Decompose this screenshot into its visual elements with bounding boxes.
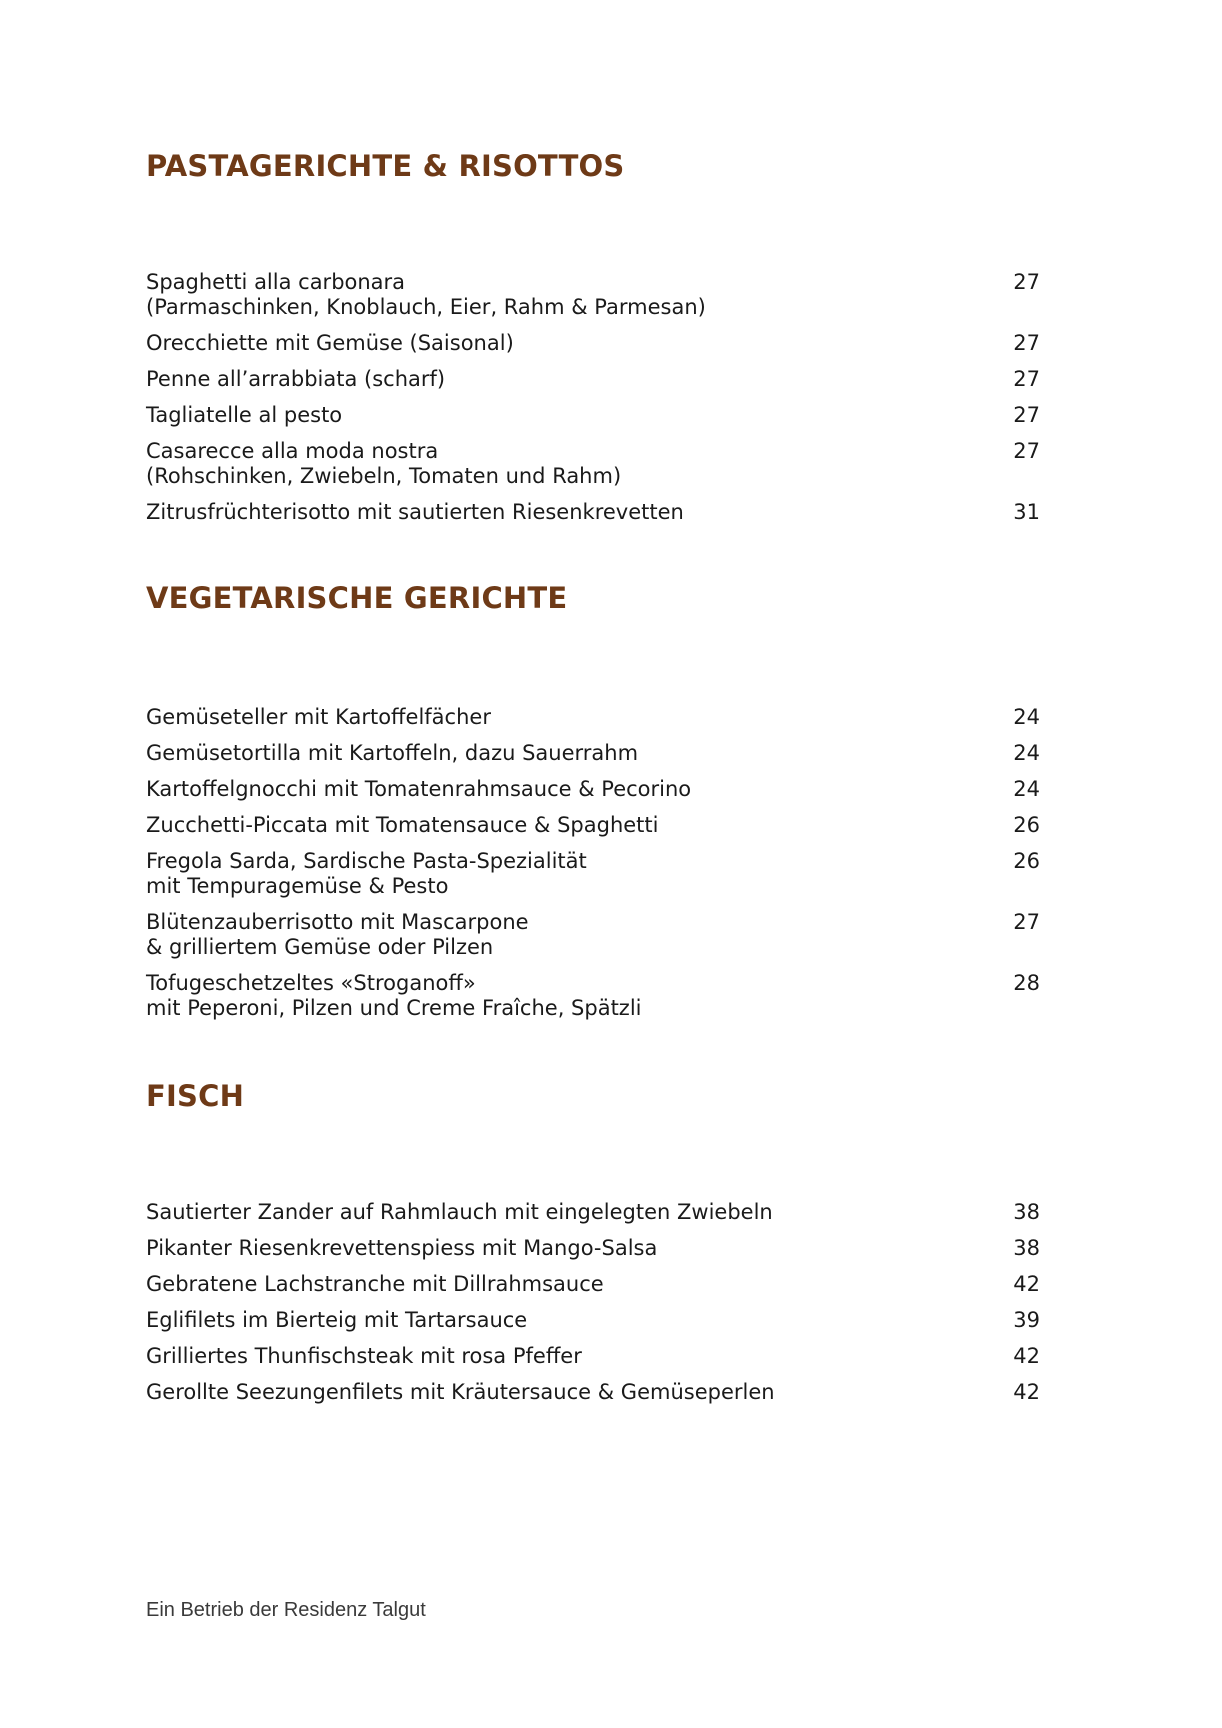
dish-price: 24 xyxy=(1013,705,1040,729)
menu-item-list xyxy=(146,705,1040,1032)
dish-price: 42 xyxy=(1013,1344,1040,1368)
menu-item xyxy=(146,813,1040,838)
dish-line: (Parmaschinken, Knoblauch, Eier, Rahm & Parmesan) xyxy=(146,295,706,319)
dish-price: 24 xyxy=(1013,777,1040,801)
dish-price: 42 xyxy=(1013,1380,1040,1404)
dish-name xyxy=(146,403,342,428)
menu-item xyxy=(146,971,1040,1021)
dish-name xyxy=(146,813,658,838)
dish-name xyxy=(146,331,514,356)
dish-price: 24 xyxy=(1013,741,1040,765)
dish-price: 31 xyxy=(1013,500,1040,524)
dish-line: Tagliatelle al pesto xyxy=(146,403,343,427)
dish-price: 28 xyxy=(1013,971,1040,995)
dish-name xyxy=(146,1380,775,1405)
menu-item xyxy=(146,1344,1040,1369)
menu-item-list xyxy=(146,270,1040,536)
menu-item xyxy=(146,331,1040,356)
section-pasta xyxy=(146,148,1040,524)
section-title: VEGETARISCHE GERICHTE xyxy=(146,581,568,615)
dish-line: Pikanter Riesenkrevettenspiess mit Mango-Salsa xyxy=(146,1236,658,1260)
dish-name xyxy=(146,1236,657,1261)
dish-name xyxy=(146,367,445,392)
dish-price: 27 xyxy=(1013,270,1040,294)
dish-line: Gemüsetortilla mit Kartoffeln, dazu Sauerrahm xyxy=(146,741,639,765)
dish-name xyxy=(146,1200,773,1225)
dish-name xyxy=(146,971,642,1021)
dish-line: Eglifilets im Bierteig mit Tartarsauce xyxy=(146,1308,528,1332)
menu-item xyxy=(146,1272,1040,1297)
menu-item xyxy=(146,439,1040,489)
dish-price: 38 xyxy=(1013,1200,1040,1224)
menu-item xyxy=(146,741,1040,766)
dish-line: Gemüseteller mit Kartoffelfächer xyxy=(146,705,491,729)
dish-line: Zucchetti-Piccata mit Tomatensauce & Spaghetti xyxy=(146,813,659,837)
dish-line: Spaghetti alla carbonara xyxy=(146,270,406,294)
dish-name xyxy=(146,270,706,320)
dish-line: Sautierter Zander auf Rahmlauch mit eingelegten Zwiebeln xyxy=(146,1200,773,1224)
dish-name xyxy=(146,741,638,766)
dish-price: 27 xyxy=(1013,331,1040,355)
dish-line: Grilliertes Thunfischsteak mit rosa Pfeffer xyxy=(146,1344,582,1368)
section-vegetarian xyxy=(146,580,1040,1020)
dish-line: & grilliertem Gemüse oder Pilzen xyxy=(146,935,494,959)
section-fish xyxy=(146,1078,1040,1404)
dish-line: mit Peperoni, Pilzen und Creme Fraîche, Spätzli xyxy=(146,996,642,1020)
menu-item-list xyxy=(146,1200,1040,1416)
menu-item xyxy=(146,1308,1040,1333)
menu-item xyxy=(146,270,1040,320)
dish-line: Casarecce alla moda nostra xyxy=(146,439,439,463)
menu-item xyxy=(146,1236,1040,1261)
menu-item xyxy=(146,1380,1040,1405)
menu-item xyxy=(146,367,1040,392)
dish-line: Gebratene Lachstranche mit Dillrahmsauce xyxy=(146,1272,604,1296)
dish-name xyxy=(146,705,491,730)
dish-name xyxy=(146,1272,604,1297)
dish-line: Tofugeschetzeltes «Stroganoff» xyxy=(146,971,476,995)
menu-item xyxy=(146,777,1040,802)
dish-line: Gerollte Seezungenfilets mit Kräutersauce & Gemüseperlen xyxy=(146,1380,775,1404)
dish-line: Penne all’arrabbiata (scharf) xyxy=(146,367,446,391)
menu-item xyxy=(146,1200,1040,1225)
section-title: FISCH xyxy=(146,1079,245,1113)
dish-price: 27 xyxy=(1013,403,1040,427)
menu-item xyxy=(146,849,1040,899)
menu-item xyxy=(146,705,1040,730)
section-title: PASTAGERICHTE & RISOTTOS xyxy=(146,149,625,183)
dish-price: 26 xyxy=(1013,813,1040,837)
dish-line: Blütenzauberrisotto mit Mascarpone xyxy=(146,910,529,934)
dish-price: 38 xyxy=(1013,1236,1040,1260)
dish-name xyxy=(146,500,684,525)
dish-price: 42 xyxy=(1013,1272,1040,1296)
dish-line: mit Tempuragemüse & Pesto xyxy=(146,874,449,898)
menu-item xyxy=(146,910,1040,960)
dish-name xyxy=(146,439,621,489)
dish-line: Orecchiette mit Gemüse (Saisonal) xyxy=(146,331,514,355)
dish-price: 39 xyxy=(1013,1308,1040,1332)
dish-line: Zitrusfrüchterisotto mit sautierten Riesenkrevetten xyxy=(146,500,684,524)
footer-note: Ein Betrieb der Residenz Talgut xyxy=(146,1599,426,1621)
dish-name xyxy=(146,849,587,899)
dish-line: Fregola Sarda, Sardische Pasta-Spezialität xyxy=(146,849,587,873)
dish-price: 26 xyxy=(1013,849,1040,873)
dish-price: 27 xyxy=(1013,910,1040,934)
dish-name xyxy=(146,1308,527,1333)
dish-price: 27 xyxy=(1013,439,1040,463)
dish-line: (Rohschinken, Zwiebeln, Tomaten und Rahm) xyxy=(146,464,622,488)
dish-name xyxy=(146,910,529,960)
menu-item xyxy=(146,403,1040,428)
dish-name xyxy=(146,1344,582,1369)
menu-item xyxy=(146,500,1040,525)
dish-line: Kartoffelgnocchi mit Tomatenrahmsauce & Pecorino xyxy=(146,777,692,801)
dish-name xyxy=(146,777,691,802)
dish-price: 27 xyxy=(1013,367,1040,391)
